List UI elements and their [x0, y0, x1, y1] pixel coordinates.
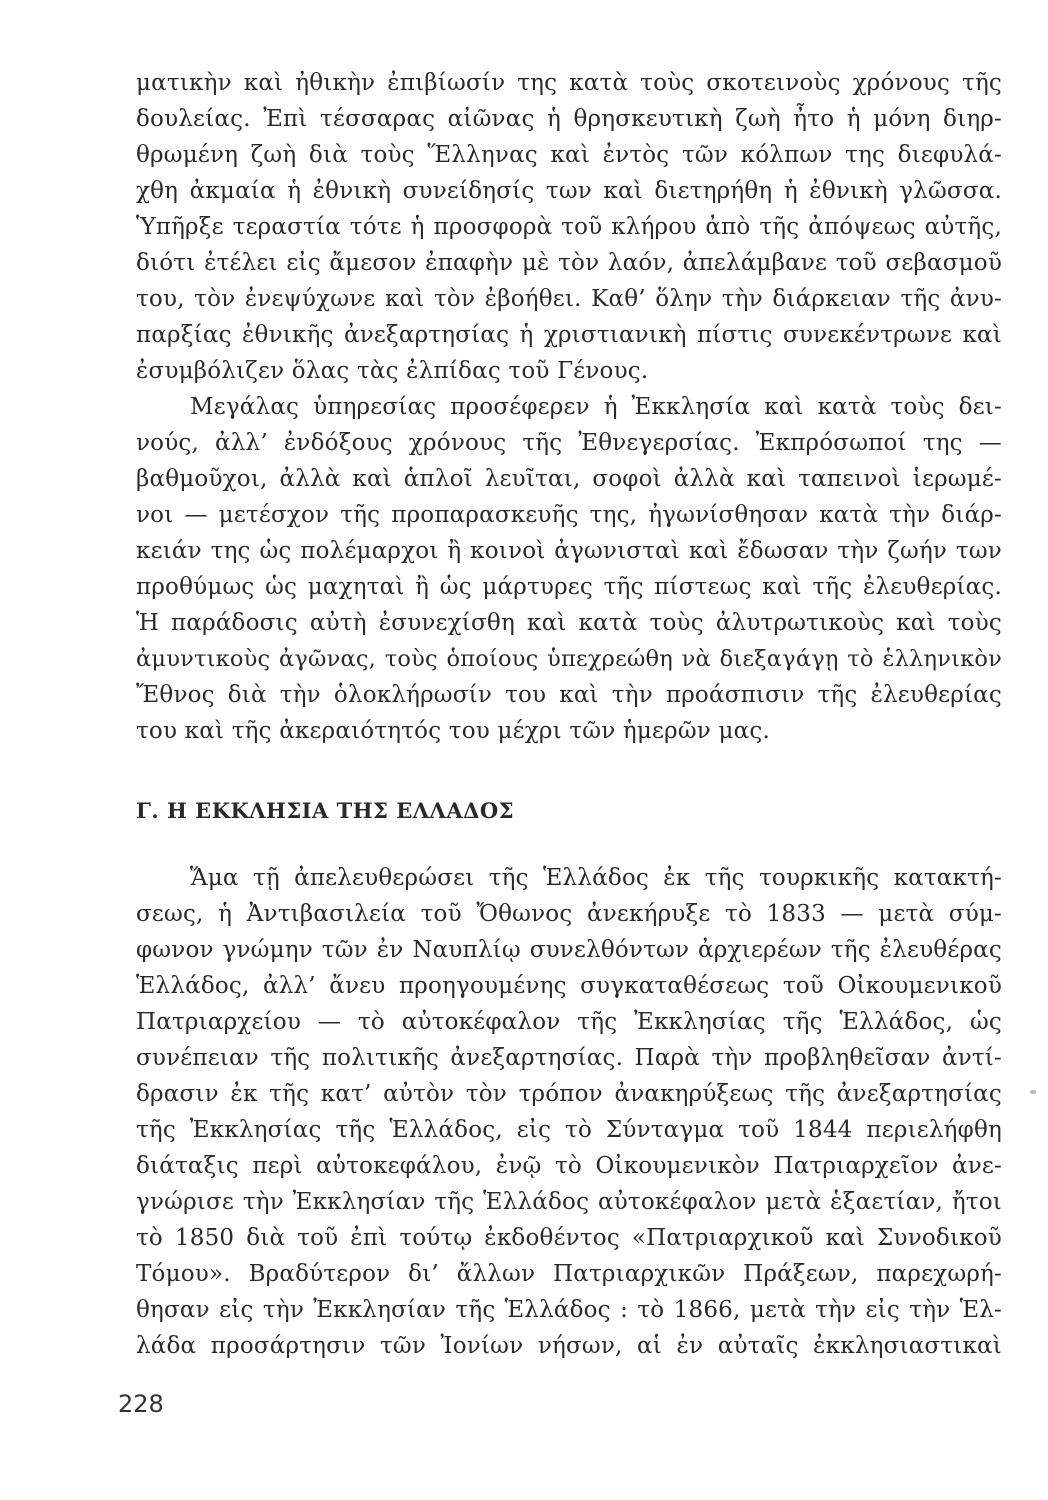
text-line: Ἅμα τῇ ἀπελευθερώσει τῆς Ἑλλάδος ἐκ τῆς τουρκικῆς κατακτή- [190, 865, 1002, 891]
text-line: σεως, ἡ Ἀντιβασιλεία τοῦ Ὄθωνος ἀνεκήρυξε τὸ 1833 — μετὰ σύμ- [136, 901, 1002, 927]
text-line: του, τὸν ἐνεψύχωνε καὶ τὸν ἐβοήθει. Καθ’ ὅλην τὴν διάρκειαν τῆς ἀνυ- [136, 286, 1002, 312]
text-line: Μεγάλας ὑπηρεσίας προσέφερεν ἡ Ἐκκλησία καὶ κατὰ τοὺς δει- [190, 394, 1002, 420]
scan-speck [1030, 1090, 1036, 1094]
text-line: Ὑπῆρξε τεραστία τότε ἡ προσφορὰ τοῦ κλήρου ἀπὸ τῆς ἀπόψεως αὐτῆς, [136, 214, 1002, 240]
text-line: διότι ἐτέλει εἰς ἄμεσον ἐπαφὴν μὲ τὸν λαόν, ἀπελάμβανε τοῦ σεβασμοῦ [136, 250, 1002, 276]
text-line: συνέπειαν τῆς πολιτικῆς ἀνεξαρτησίας. Παρὰ τὴν προβληθεῖσαν ἀντί- [136, 1045, 1002, 1071]
text-line: λάδα προσάρτησιν τῶν Ἰονίων νήσων, αἱ ἐν αὐταῖς ἐκκλησιαστικαὶ [136, 1333, 1002, 1359]
text-line: προθύμως ὡς μαχηταὶ ἢ ὡς μάρτυρες τῆς πίστεως καὶ τῆς ἐλευθερίας. [136, 574, 1002, 600]
text-line: νούς, ἀλλ’ ἐνδόξους χρόνους τῆς Ἐθνεγερσίας. Ἐκπρόσωποί της — [136, 430, 1002, 456]
text-line: θησαν εἰς τὴν Ἐκκλησίαν τῆς Ἑλλάδος : τὸ 1866, μετὰ τὴν εἰς τὴν Ἑλ- [136, 1297, 1002, 1323]
text-line: φωνον γνώμην τῶν ἐν Ναυπλίῳ συνελθόντων ἀρχιερέων τῆς ἐλευθέρας [136, 937, 1002, 963]
text-line: τῆς Ἐκκλησίας τῆς Ἑλλάδος, εἰς τὸ Σύνταγμα τοῦ 1844 περιελήφθη [136, 1117, 1002, 1143]
text-line: Τόμου». Βραδύτερον δι’ ἄλλων Πατριαρχικῶν Πράξεων, παρεχωρή- [136, 1261, 1002, 1287]
text-line: ματικὴν καὶ ἠθικὴν ἐπιβίωσίν της κατὰ τοὺς σκοτεινοὺς χρόνους τῆς [136, 70, 1002, 96]
text-line: παρξίας ἐθνικῆς ἀνεξαρτησίας ἡ χριστιανικὴ πίστις συνεκέντρωνε καὶ [136, 322, 1002, 348]
text-line: τὸ 1850 διὰ τοῦ ἐπὶ τούτῳ ἐκδοθέντος «Πατριαρχικοῦ καὶ Συνοδικοῦ [136, 1225, 1002, 1251]
text-line: Ἡ παράδοσις αὐτὴ ἐσυνεχίσθη καὶ κατὰ τοὺς ἀλυτρωτικοὺς καὶ τοὺς [136, 610, 1002, 636]
text-line: χθη ἀκμαία ἡ ἐθνικὴ συνείδησίς των καὶ διετηρήθη ἡ ἐθνικὴ γλῶσσα. [136, 178, 1002, 204]
text-line: δρασιν ἐκ τῆς κατ’ αὐτὸν τὸν τρόπον ἀνακηρύξεως τῆς ἀνεξαρτησίας [136, 1081, 1002, 1107]
text-line: του καὶ τῆς ἀκεραιότητός του μέχρι τῶν ἡμερῶν μας. [136, 718, 770, 744]
text-line: βαθμοῦχοι, ἀλλὰ καὶ ἁπλοῖ λευῖται, σοφοὶ ἀλλὰ καὶ ταπεινοὶ ἱερωμέ- [136, 466, 1002, 492]
text-line: ἀμυντικοὺς ἀγῶνας, τοὺς ὁποίους ὑπεχρεώθη νὰ διεξαγάγῃ τὸ ἑλληνικὸν [136, 646, 1002, 672]
text-line: Πατριαρχείου — τὸ αὐτοκέφαλον τῆς Ἐκκλησίας τῆς Ἑλλάδος, ὡς [136, 1009, 1002, 1035]
text-line: γνώρισε τὴν Ἐκκλησίαν τῆς Ἑλλάδος αὐτοκέφαλον μετὰ ἑξαετίαν, ἤτοι [136, 1189, 1002, 1215]
text-line: θρωμένη ζωὴ διὰ τοὺς Ἕλληνας καὶ ἐντὸς τῶν κόλπων της διεφυλά- [136, 142, 1002, 168]
text-line: νοι — μετέσχον τῆς προπαρασκευῆς της, ἠγωνίσθησαν κατὰ τὴν διάρ- [136, 502, 1002, 528]
section-heading: Γ. Η ΕΚΚΛΗΣΙΑ ΤΗΣ ΕΛΛΑΔΟΣ [136, 798, 515, 823]
text-line: ἐσυμβόλιζεν ὅλας τὰς ἐλπίδας τοῦ Γένους. [136, 358, 649, 384]
text-line: Ἔθνος διὰ τὴν ὁλοκλήρωσίν του καὶ τὴν προάσπισιν τῆς ἐλευθερίας [136, 682, 1002, 708]
text-line: κειάν της ὡς πολέμαρχοι ἢ κοινοὶ ἀγωνισταὶ καὶ ἔδωσαν τὴν ζωήν των [136, 538, 1002, 564]
page-number: 228 [118, 1390, 164, 1418]
text-line: δουλείας. Ἐπὶ τέσσαρας αἰῶνας ἡ θρησκευτικὴ ζωὴ ἦτο ἡ μόνη διηρ- [136, 106, 1002, 132]
text-line: διάταξις περὶ αὐτοκεφάλου, ἐνῷ τὸ Οἰκουμενικὸν Πατριαρχεῖον ἀνε- [136, 1153, 1002, 1179]
text-line: Ἑλλάδος, ἀλλ’ ἄνευ προηγουμένης συγκαταθέσεως τοῦ Οἰκουμενικοῦ [136, 973, 1002, 999]
